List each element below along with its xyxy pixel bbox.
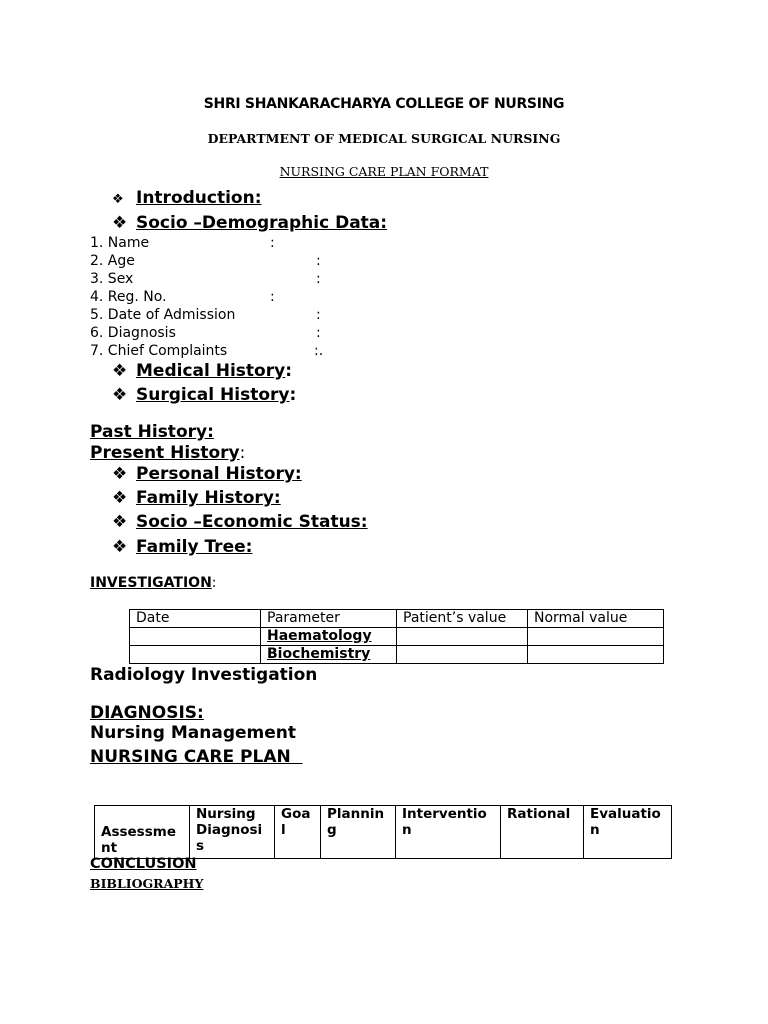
table-header-cell: Goal	[275, 806, 321, 859]
introduction-label: Introduction:	[136, 188, 262, 208]
demo-colon: :	[316, 253, 321, 269]
bibliography-heading: BIBLIOGRAPHY	[90, 876, 204, 891]
demo-colon: :	[316, 271, 321, 287]
table-cell: Biochemistry	[261, 646, 397, 664]
table-cell	[528, 628, 664, 646]
table-row	[95, 806, 672, 859]
table-row	[130, 610, 664, 628]
socio-economic-label: Socio –Economic Status:	[136, 512, 368, 532]
socio-demographic-label: Socio –Demographic Data:	[136, 213, 388, 233]
family-history-label: Family History:	[136, 488, 281, 508]
demo-colon: :	[270, 289, 275, 305]
table-header-cell: Evaluation	[584, 806, 672, 859]
demo-item-reg-no: 4. Reg. No.	[90, 289, 167, 305]
bullet-socio-economic	[112, 512, 368, 532]
past-history-heading: Past History:	[90, 422, 214, 442]
nursing-management-heading: Nursing Management	[90, 723, 296, 743]
demo-colon: :.	[314, 343, 324, 359]
investigation-heading: INVESTIGATION:	[90, 575, 217, 591]
diamond-icon: ❖	[112, 192, 124, 207]
table-cell: Haematology	[261, 628, 397, 646]
bullet-family-tree	[112, 537, 252, 557]
diamond-icon: ❖	[112, 512, 128, 532]
table-header-cell: Nursing Diagnosis	[190, 806, 275, 859]
demo-item-sex: 3. Sex	[90, 271, 134, 287]
table-header-cell: Assessment	[95, 806, 190, 859]
bullet-surgical-history	[112, 385, 296, 405]
table-row	[130, 646, 664, 664]
diamond-icon: ❖	[112, 464, 128, 484]
table-cell	[130, 628, 261, 646]
table-cell	[397, 646, 528, 664]
personal-history-label: Personal History:	[136, 464, 302, 484]
conclusion-heading: CONCLUSION	[90, 856, 197, 872]
colon: :	[285, 361, 292, 381]
medical-history-label: Medical History	[136, 361, 286, 381]
nursing-care-plan-heading: NURSING CARE PLAN	[90, 747, 303, 767]
department-title: DEPARTMENT OF MEDICAL SURGICAL NURSING	[207, 131, 561, 146]
demo-item-age: 2. Age	[90, 253, 135, 269]
present-history-heading: Present History:	[90, 443, 246, 463]
demo-item-chief-complaints: 7. Chief Complaints	[90, 343, 228, 359]
table-header-cell: Intervention	[396, 806, 501, 859]
demo-item-name: 1. Name	[90, 235, 150, 251]
table-row	[130, 628, 664, 646]
table-header-cell: Parameter	[261, 610, 397, 628]
investigation-table	[129, 609, 664, 664]
colon: :	[239, 443, 246, 463]
diamond-icon: ❖	[112, 385, 128, 405]
bullet-medical-history	[112, 361, 292, 381]
demo-colon: :	[270, 235, 275, 251]
table-header-cell: Date	[130, 610, 261, 628]
bullet-introduction	[112, 188, 262, 208]
demo-item-diagnosis: 6. Diagnosis	[90, 325, 176, 341]
diamond-icon: ❖	[112, 213, 128, 233]
diamond-icon: ❖	[112, 488, 128, 508]
care-plan-table	[94, 805, 672, 859]
college-title: SHRI SHANKARACHARYA COLLEGE OF NURSING	[203, 96, 565, 112]
table-cell	[528, 646, 664, 664]
colon: :	[289, 385, 297, 405]
demo-colon: :	[316, 325, 321, 341]
table-header-cell: Patient’s value	[397, 610, 528, 628]
surgical-history-label: Surgical History	[136, 385, 290, 405]
diamond-icon: ❖	[112, 361, 128, 381]
radiology-heading: Radiology Investigation	[90, 665, 318, 685]
table-header-cell: Planning	[321, 806, 396, 859]
diamond-icon: ❖	[112, 537, 128, 557]
bullet-socio-demographic	[112, 213, 387, 233]
demo-colon: :	[316, 307, 321, 323]
bullet-personal-history	[112, 464, 302, 484]
table-cell	[130, 646, 261, 664]
format-title: NURSING CARE PLAN FORMAT	[279, 164, 489, 179]
diagnosis-heading: DIAGNOSIS:	[90, 703, 204, 723]
bullet-family-history	[112, 488, 281, 508]
table-header-cell: Normal value	[528, 610, 664, 628]
family-tree-label: Family Tree:	[136, 537, 253, 557]
table-header-cell: Rational	[501, 806, 584, 859]
demo-item-date-admission: 5. Date of Admission	[90, 307, 236, 323]
table-cell	[397, 628, 528, 646]
